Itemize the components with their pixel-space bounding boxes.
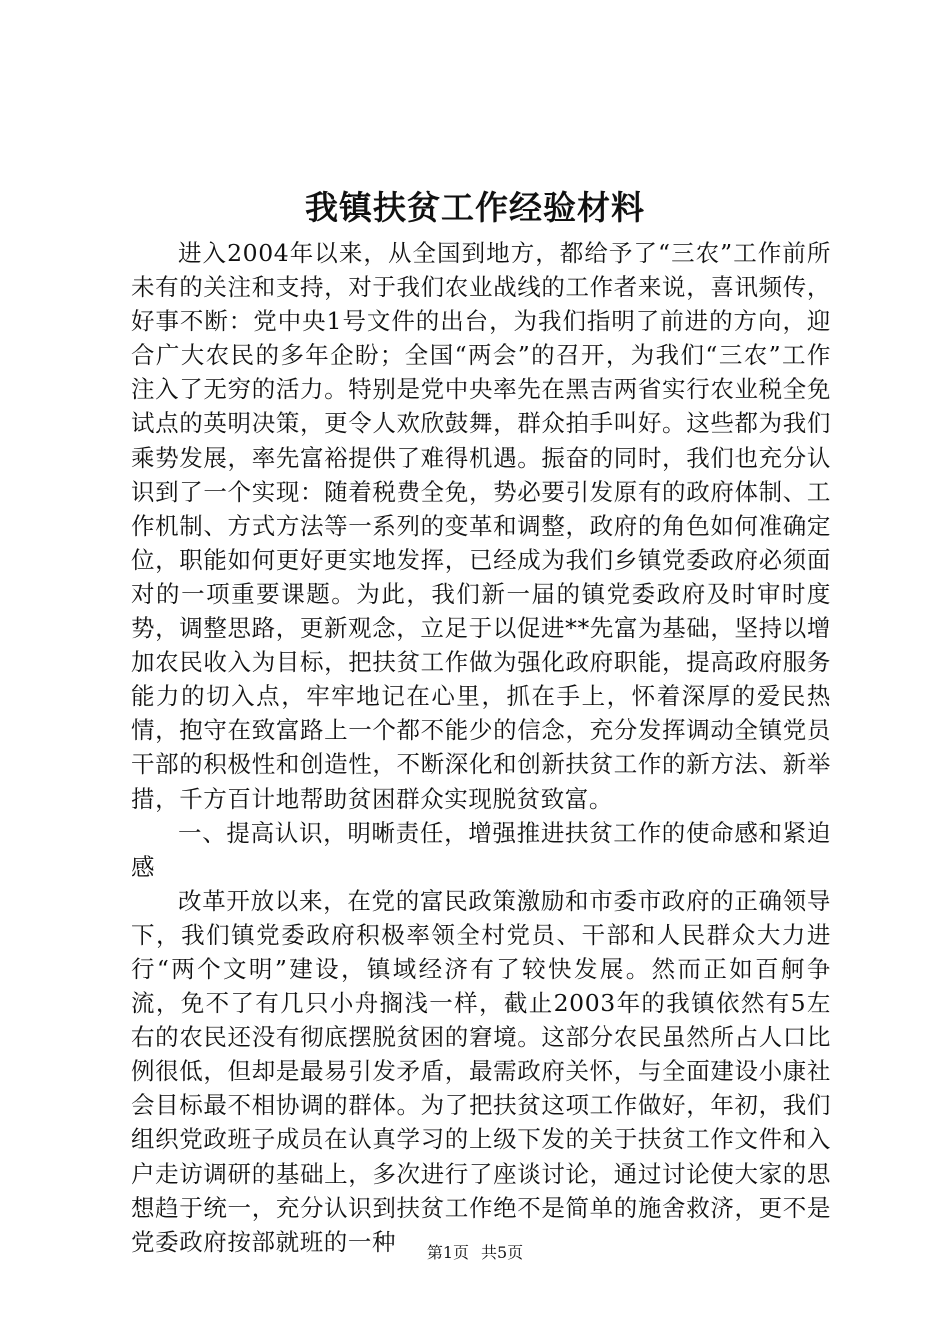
paragraph-section-1: 改革开放以来，在党的富民政策激励和市委市政府的正确领导下，我们镇党委政府积极率领全村党员、干部和人民群众大力进行“两个文明”建设，镇域经济有了较快发展。然而正如百舸争流，免不了有几只小舟搁浅一样，截止2003年的我镇依然有5左右的农民还没有彻底摆脱贫困的窘境。这部分农民虽然所占人口比例很低，但却是最易引发矛盾，最需政府关怀，与全面建设小康社会目标最不相协调的群体。为了把扶贫这项工作做好，年初，我们组织党政班子成员在认真学习的上级下发的关于扶贫工作文件和入户走访调研的基础上，多次进行了座谈讨论，通过讨论使大家的思想趋于统一，充分认识到扶贫工作绝不是简单的施舍救济，更不是党委政府按部就班的一种 [131,886,831,1256]
page-total: 共5页 [481,1243,524,1262]
page-number: 第1页 [426,1243,469,1262]
paragraph-intro: 进入2004年以来，从全国到地方，都给予了“三农”工作前所未有的关注和支持，对于我们农业战线的工作者来说，喜讯频传，好事不断：党中央1号文件的出台，为我们指明了前进的方向，迎合广大农民的多年企盼；全国“两会”的召开，为我们“三农”工作注入了无穷的活力。特别是党中央率先在黑吉两省实行农业税全免试点的英明决策，更令人欢欣鼓舞，群众拍手叫好。这些都为我们乘势发展，率先富裕提供了难得机遇。振奋的同时，我们也充分认识到了一个实现：随着税费全免，势必要引发原有的政府体制、工作机制、方式方法等一系列的变革和调整，政府的角色如何准确定位，职能如何更好更实地发挥，已经成为我们乡镇党委政府必须面对的一项重要课题。为此，我们新一届的镇党委政府及时审时度势，调整思路，更新观念，立足于以促进**先富为基础，坚持以增加农民收入为目标，把扶贫工作做为强化政府职能，提高政府服务能力的切入点，牢牢地记在心里，抓在手上，怀着深厚的爱民热情，抱守在致富路上一个都不能少的信念，充分发挥调动全镇党员干部的积极性和创造性，不断深化和创新扶贫工作的新方法、新举措，千方百计地帮助贫困群众实现脱贫致富。 [131,239,831,813]
section-heading-1: 一、提高认识，明晰责任，增强推进扶贫工作的使命感和紧迫感 [131,818,831,881]
page-footer [0,1243,950,1263]
document-title: 我镇扶贫工作经验材料 [305,188,645,227]
document-body [131,236,831,1259]
